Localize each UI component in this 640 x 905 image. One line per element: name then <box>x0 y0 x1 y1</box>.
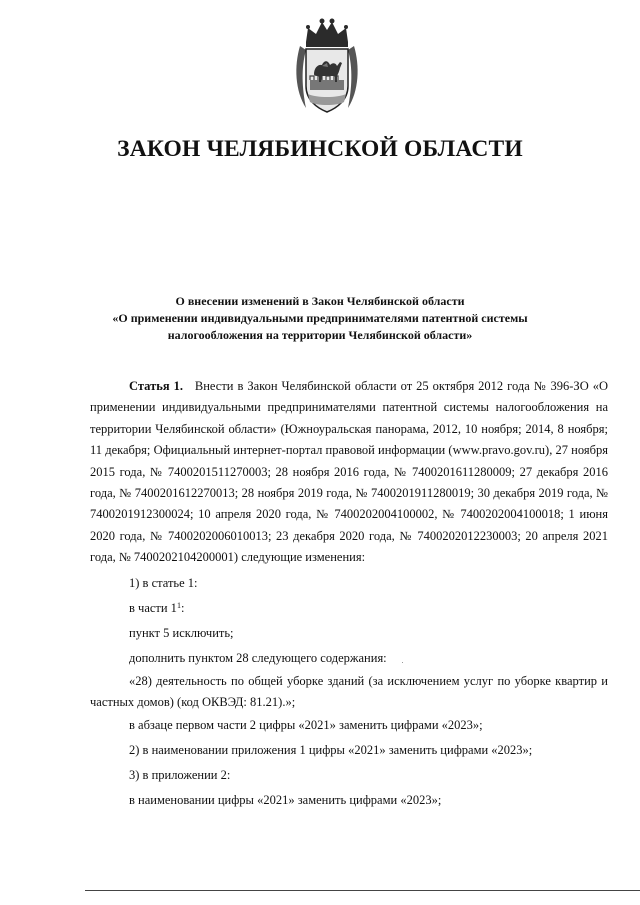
list-item: пункт 5 исключить; <box>129 625 234 640</box>
law-subtitle <box>70 293 570 344</box>
list-item: 1) в статье 1: <box>129 575 198 590</box>
scan-speck <box>402 662 403 663</box>
article-1-paragraph <box>90 376 608 569</box>
subtitle-line-1: О внесении изменений в Закон Челябинской области <box>175 294 465 308</box>
footer-rule <box>85 890 640 891</box>
article-label: Статья 1. <box>129 379 183 393</box>
list-item: в абзаце первом части 2 цифры «2021» заменить цифрами «2023»; <box>129 718 483 733</box>
list-item: 2) в наименовании приложения 1 цифры «2021» заменить цифрами «2023»; <box>129 743 533 758</box>
list-item: «28) деятельность по общей уборке зданий (за исключением услуг по уборке квартир и частных домов) (код ОКВЭД: 81.21).»; <box>90 673 608 710</box>
law-body <box>90 376 608 813</box>
list-item: дополнить пунктом 28 следующего содержания: <box>129 650 387 665</box>
list-item: в наименовании цифры «2021» заменить цифрами «2023»; <box>129 793 442 808</box>
subtitle-line-2: «О применении индивидуальными предпринимателями патентной системы <box>112 311 528 325</box>
article-text: Внести в Закон Челябинской области от 25 октября 2012 года № 396-ЗО «О применении индивидуальными предпринимателями патентной системы налогообложения на территории Челябинской области» (Южноуральская панорама, 2012, 10 ноября; 2014, 8 ноября; 11 декабря; Официальный интернет-портал правовой информации (www.pravo.gov.ru), 27 ноября 2015 года, № 7400201511270003; 28 ноября 2016 года, № 7400201611280009; 27 декабря 2016 года, № 7400201612270013; 28 ноября 2019 года, № 7400201911280019; 30 декабря 2019 года, № 7400201912300024; 10 апреля 2020 года, № 7400202004100002, № 7400202004100018; 1 июня 2020 года, № 7400202006010013; 23 декабря 2020 года, № 7400202012230003; 20 апреля 2021 года, № 7400202104200001) следующие изменения: <box>90 379 608 565</box>
item-text: : <box>180 600 185 615</box>
item-text: в части 1 <box>129 600 177 615</box>
superscript: 1 <box>176 600 181 610</box>
list-item <box>90 596 608 621</box>
coat-of-arms-icon <box>292 16 362 116</box>
law-title: ЗАКОН ЧЕЛЯБИНСКОЙ ОБЛАСТИ <box>117 136 523 162</box>
subtitle-line-3: налогообложения на территории Челябинской области» <box>167 328 473 342</box>
list-item: 3) в приложении 2: <box>129 768 231 783</box>
